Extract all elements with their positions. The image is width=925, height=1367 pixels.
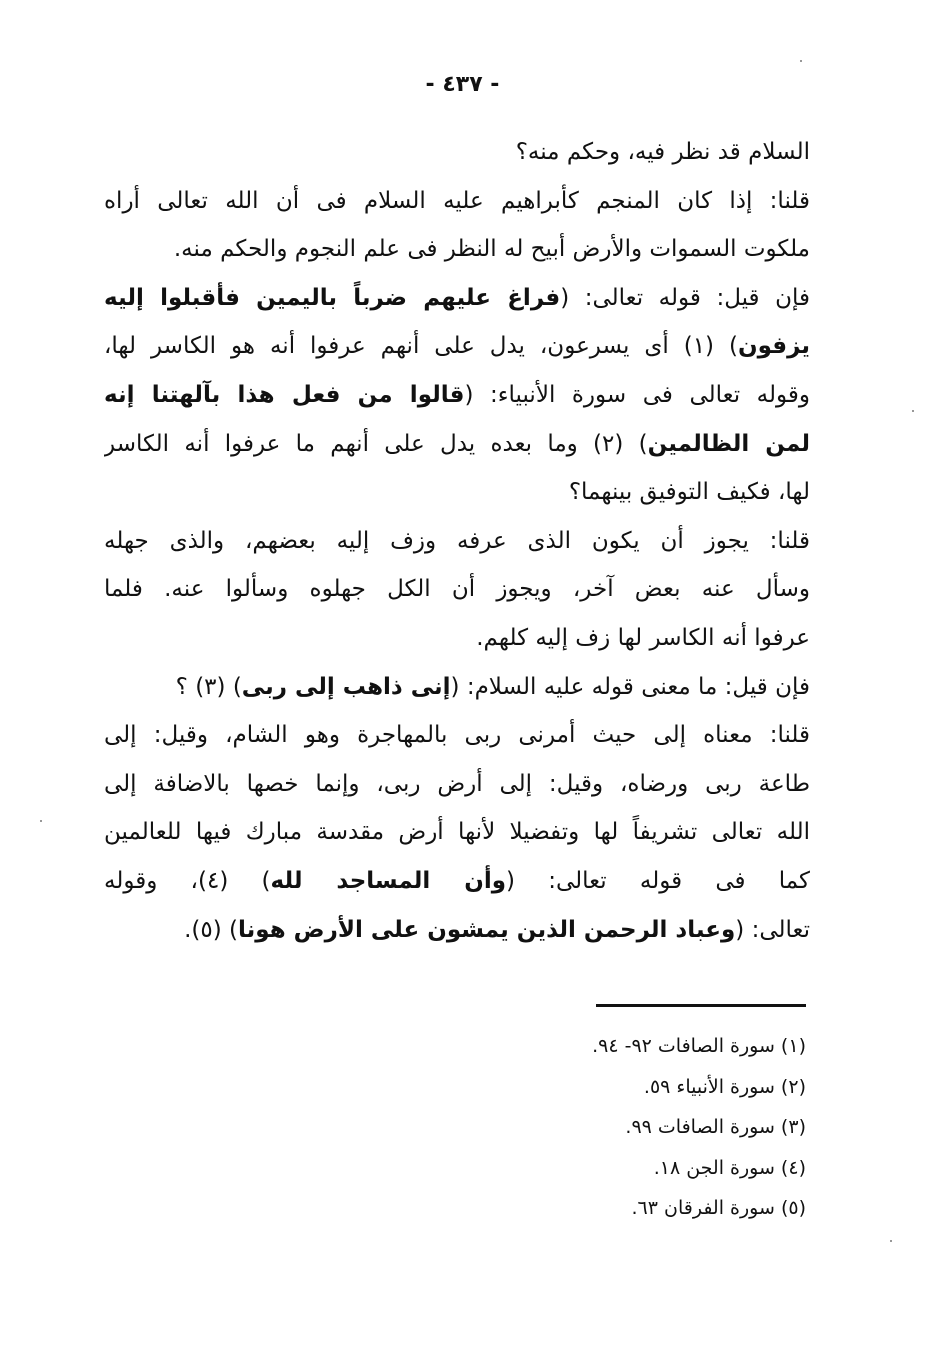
quran-verse-text: وعباد الرحمن الذين يمشون على الأرض هونا — [238, 916, 736, 943]
scan-speck — [912, 410, 914, 412]
text-segment: وسأل عنه بعض آخر، ويجوز أن الكل جهلوه وسألوا عنه. فلما — [104, 576, 810, 603]
text-segment: قلنا: إذا كان المنجم كأبراهيم عليه السلام فى أن الله تعالى أراه — [104, 187, 810, 214]
text-segment: لها، فكيف التوفيق بينهما؟ — [568, 479, 810, 506]
scan-speck — [800, 60, 802, 62]
text-segment: ) (٥). — [184, 916, 239, 943]
footnote-item: (٢) سورة الأنبياء ٥٩. — [643, 1075, 806, 1098]
text-line — [104, 128, 810, 177]
text-line — [104, 274, 810, 323]
quran-verse-text: وأن المساجد لله — [270, 867, 507, 894]
text-segment: السلام قد نظر فيه، وحكم منه؟ — [515, 139, 810, 165]
quran-verse-text: فراغ عليهم ضرباً باليمين فأقبلوا إليه — [104, 284, 561, 311]
quran-verse-text: يزفون — [737, 333, 810, 360]
text-line — [104, 517, 810, 566]
text-line — [104, 663, 810, 712]
text-segment: ملكوت السموات والأرض أبيح له النظر فى علم النجوم والحكم منه. — [173, 236, 810, 263]
text-line — [104, 565, 810, 614]
footnote-item: (١) سورة الصافات ٩٢- ٩٤. — [592, 1035, 806, 1057]
footnotes — [400, 1026, 806, 1229]
text-line — [104, 711, 810, 760]
text-segment: قلنا: يجوز أن يكون الذى عرفه وزف إليه بعضهم، والذى جهله — [104, 527, 810, 554]
text-segment: تعالى: ( — [735, 916, 810, 943]
footnote-item: (٣) سورة الصافات ٩٩. — [625, 1116, 806, 1138]
text-line — [104, 371, 810, 420]
text-line — [104, 322, 810, 371]
footnote-divider — [596, 1004, 806, 1007]
text-segment: كما فى قوله تعالى: ( — [506, 867, 810, 894]
page-number: - ٤٣٧ - — [425, 72, 500, 97]
quran-verse-text: لمن الظالمين — [647, 430, 810, 457]
quran-verse-text: إنى ذاهب إلى ربى — [241, 673, 451, 700]
text-segment: ) (١) أى يسرعون، يدل على أنهم عرفوا أنه هو الكاسر لها، — [104, 333, 738, 360]
text-line — [104, 857, 810, 906]
quran-verse-text: قالوا من فعل هذا بآلهتنا إنه — [104, 381, 465, 408]
body-text — [104, 128, 810, 954]
text-segment: طاعة ربى ورضاه، وقيل: إلى أرض ربى، وإنما خصها بالاضافة إلى — [104, 770, 810, 797]
text-segment: فإن قيل: قوله تعالى: ( — [560, 284, 810, 311]
text-line — [104, 177, 810, 226]
text-segment: ) (٣) ؟ — [175, 673, 242, 700]
text-segment: عرفوا أنه الكاسر لها زف إليه كلهم. — [476, 624, 810, 651]
footnote-item: (٥) سورة الفرقان ٦٣. — [631, 1197, 806, 1219]
text-segment: وقوله تعالى فى سورة الأنبياء: ( — [464, 381, 810, 408]
text-line — [104, 808, 810, 857]
footnote-item: (٤) سورة الجن ١٨. — [653, 1156, 806, 1179]
text-segment: الله تعالى تشريفاً لها وتفضيلا لأنها أرض مقدسة مبارك فيها للعالمين — [104, 819, 810, 846]
text-line — [104, 906, 810, 955]
text-segment: قلنا: معناه إلى حيث أمرنى ربى بالمهاجرة وهو الشام، وقيل: إلى — [104, 722, 810, 749]
text-line — [104, 614, 810, 663]
text-line — [104, 760, 810, 809]
text-line — [104, 420, 810, 469]
text-segment: ) (٢) وما بعده يدل على أنهم ما عرفوا أنه الكاسر — [104, 430, 648, 457]
text-line — [104, 468, 810, 517]
scan-speck — [40, 820, 42, 822]
text-line — [104, 225, 810, 274]
text-segment: فإن قيل: ما معنى قوله عليه السلام: ( — [450, 673, 810, 700]
scan-speck — [890, 1240, 892, 1242]
text-segment: ) (٤)، وقوله — [104, 867, 271, 894]
